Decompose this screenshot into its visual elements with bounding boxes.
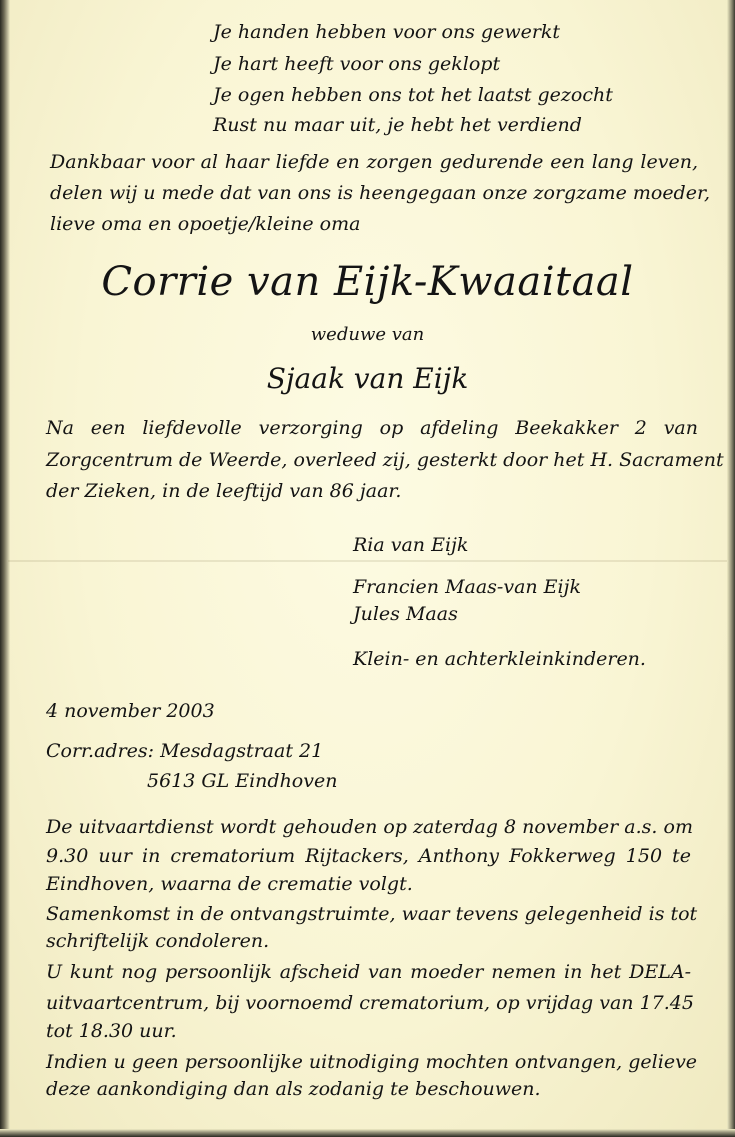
care-line: Na een liefdevolle verzorging op afdeling Beekakker 2 van	[46, 417, 698, 439]
service-line: U kunt nog persoonlijk afscheid van moeder nemen in het DELA-	[46, 961, 691, 983]
poem-line: Je hart heeft voor ons geklopt	[213, 53, 501, 75]
service-line: Eindhoven, waarna de crematie volgt.	[46, 873, 413, 895]
family-grandchildren: Klein- en achterkleinkinderen.	[353, 648, 646, 670]
poem-line: Je handen hebben voor ons gewerkt	[213, 21, 561, 43]
widow-label: weduwe van	[310, 324, 425, 345]
address-line: 5613 GL Eindhoven	[147, 770, 338, 792]
family-member: Jules Maas	[353, 603, 458, 625]
service-line: schriftelijk condoleren.	[46, 930, 270, 952]
address-line: Corr.adres: Mesdagstraat 21	[46, 740, 324, 762]
service-line: Samenkomst in de ontvangstruimte, waar tevens gelegenheid is tot	[46, 903, 698, 925]
service-line: Indien u geen persoonlijke uitnodiging mochten ontvangen, gelieve	[46, 1051, 698, 1073]
service-line: deze aankondiging dan als zodanig te beschouwen.	[46, 1078, 541, 1100]
paper-fold-line	[8, 560, 727, 562]
service-line: 9.30 uur in crematorium Rijtackers, Anthony Fokkerweg 150 te	[46, 845, 691, 867]
care-line: Zorgcentrum de Weerde, overleed zij, gesterkt door het H. Sacrament	[46, 449, 724, 471]
service-line: tot 18.30 uur.	[46, 1020, 177, 1042]
intro-line: delen wij u mede dat van ons is heengegaan onze zorgzame moeder,	[50, 182, 710, 204]
service-line: De uitvaartdienst wordt gehouden op zaterdag 8 november a.s. om	[46, 816, 693, 838]
intro-line: lieve oma en opoetje/kleine oma	[50, 213, 361, 235]
service-line: uitvaartcentrum, bij voornoemd crematorium, op vrijdag van 17.45	[46, 992, 694, 1014]
intro-line: Dankbaar voor al haar liefde en zorgen gedurende een lang leven,	[50, 151, 698, 173]
poem-line: Je ogen hebben ons tot het laatst gezocht	[213, 84, 613, 106]
care-line: der Zieken, in de leeftijd van 86 jaar.	[46, 480, 402, 502]
paper-edge-right	[727, 0, 735, 1137]
date: 4 november 2003	[46, 700, 215, 722]
family-member: Francien Maas-van Eijk	[353, 576, 582, 598]
poem-line: Rust nu maar uit, je hebt het verdiend	[213, 114, 582, 136]
family-member: Ria van Eijk	[353, 534, 469, 556]
paper-edge-left	[0, 0, 10, 1137]
husband-name: Sjaak van Eijk	[266, 362, 469, 395]
deceased-name: Corrie van Eijk-Kwaaitaal	[101, 259, 634, 305]
paper-edge-bottom	[0, 1129, 735, 1137]
